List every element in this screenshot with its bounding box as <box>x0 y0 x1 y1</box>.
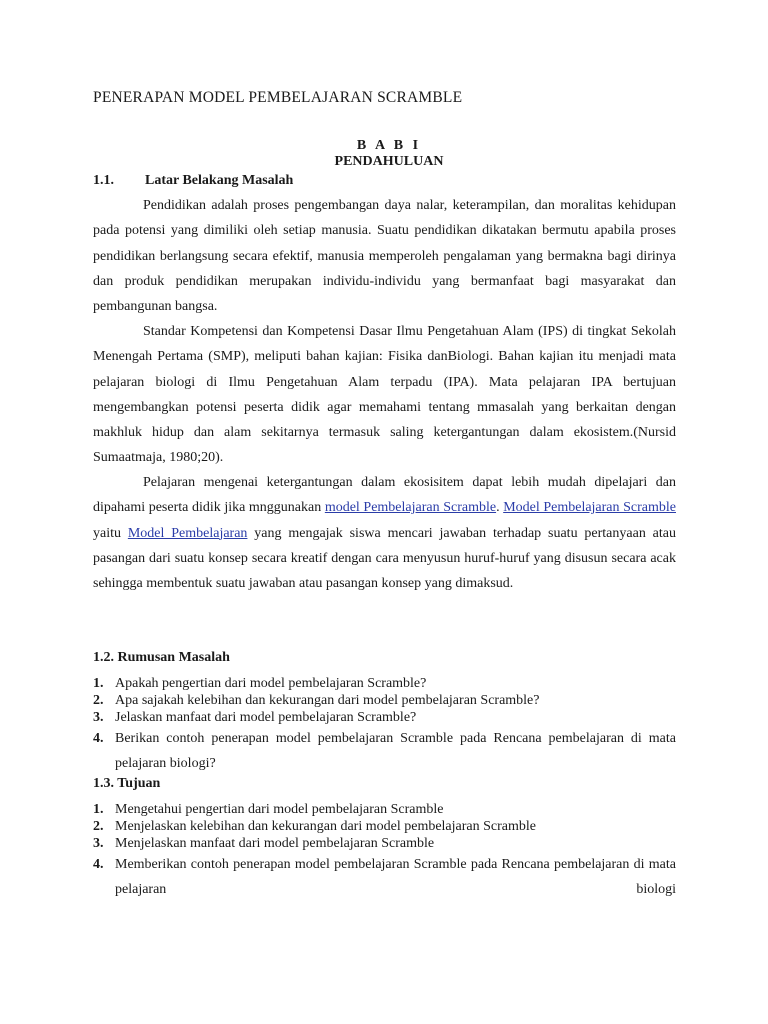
paragraph-3-text-a: Pelajaran mengenai ketergantungan dalam ekosisitem dapat lebih mudah dipelajari dan dipahami peserta didik jika mnggunakan <box>93 475 676 516</box>
section-heading-tujuan: 1.3. Tujuan <box>93 776 161 791</box>
list-text: Mengetahui pengertian dari model pembelajaran Scramble <box>115 802 444 817</box>
list-number: 3. <box>93 710 104 725</box>
list-text: Jelaskan manfaat dari model pembelajaran Scramble? <box>115 710 417 725</box>
list-number: 4. <box>93 731 104 746</box>
paragraph-1: Pendidikan adalah proses pengembangan daya nalar, keterampilan, dan moralitas kehidupan pada potensi yang dimiliki oleh setiap manusia. Suatu pendidikan dikatakan bermutu apabila proses pendidikan berlangsung secara efektif, manusia memperoleh pengalaman yang bermakna bagi dirinya dan produk pendidikan merupakan individu-individu yang bermanfaat bagi masyarakat dan pembangunan bangsa. <box>93 198 676 315</box>
list-text: Berikan contoh penerapan model pembelajaran Scramble pada Rencana pembelajaran di mata pelajaran biologi? <box>115 731 676 771</box>
list-number: 2. <box>93 693 104 708</box>
list-number: 3. <box>93 836 104 851</box>
list-number: 2. <box>93 819 104 834</box>
paragraph-3 <box>93 470 676 596</box>
list-text: Menjelaskan kelebihan dan kekurangan dari model pembelajaran Scramble <box>115 819 536 834</box>
section-heading-latar <box>93 173 293 189</box>
list-text: Apa sajakah kelebihan dan kekurangan dari model pembelajaran Scramble? <box>115 693 540 708</box>
list-text: Apakah pengertian dari model pembelajaran Scramble? <box>115 676 427 691</box>
chapter-title: PENDAHULUAN <box>334 154 444 169</box>
paragraph-3-text-c: yaitu <box>93 525 128 541</box>
rumusan-list <box>93 675 676 776</box>
chapter-number: B A B I <box>356 138 422 153</box>
list-item <box>93 726 676 776</box>
list-number: 4. <box>93 857 104 872</box>
tujuan-list <box>93 801 676 902</box>
list-item <box>93 818 676 835</box>
list-text: Memberikan contoh penerapan model pembelajaran Scramble pada Rencana pembelajaran di mata pelajaran biologi <box>115 857 676 897</box>
list-number: 1. <box>93 802 104 817</box>
list-item <box>93 675 676 692</box>
list-item <box>93 692 676 709</box>
paragraph-3-text-b: . <box>496 500 504 516</box>
paragraph-3-text-d: yang mengajak siswa mencari jawaban terhadap suatu pertanyaan atau pasangan dari suatu konsep secara kreatif dengan cara menyusun huruf-huruf yang disusun secara acak sehingga membentuk suatu jawaban atau pasangan konsep yang dimaksud. <box>93 525 676 592</box>
list-text: Menjelaskan manfaat dari model pembelajaran Scramble <box>115 836 435 851</box>
list-item <box>93 835 676 852</box>
list-item <box>93 709 676 726</box>
link-model-pembelajaran[interactable]: Model Pembelajaran <box>127 525 248 541</box>
list-item <box>93 801 676 818</box>
section-heading-rumusan: 1.2. Rumusan Masalah <box>93 650 230 665</box>
link-model-pembelajaran-scramble-2[interactable]: Model Pembelajaran Scramble <box>503 500 676 516</box>
list-number: 1. <box>93 676 104 691</box>
section-number: 1.1. <box>93 173 114 188</box>
paragraph-2: Standar Kompetensi dan Kompetensi Dasar Ilmu Pengetahuan Alam (IPS) di tingkat Sekolah Menengah Pertama (SMP), meliputi bahan kajian: Fisika danBiologi. Bahan kajian itu menjadi mata pelajaran biologi di Ilmu Pengetahuan Alam terpadu (IPA). Mata pelajaran IPA bertujuan mengembangkan potensi peserta didik agar memahami tentang mmasalah yang berkaitan dengan makhluk hidup dan alam sekitarnya termasuk saling ketergantungan dalam ekosistem.(Nursid Sumaatmaja, 1980;20). <box>93 324 676 466</box>
link-model-pembelajaran-scramble[interactable]: model Pembelajaran Scramble <box>324 500 497 516</box>
list-item <box>93 852 676 902</box>
section-title: Latar Belakang Masalah <box>145 173 294 188</box>
document-title: PENERAPAN MODEL PEMBELAJARAN SCRAMBLE <box>93 89 463 106</box>
